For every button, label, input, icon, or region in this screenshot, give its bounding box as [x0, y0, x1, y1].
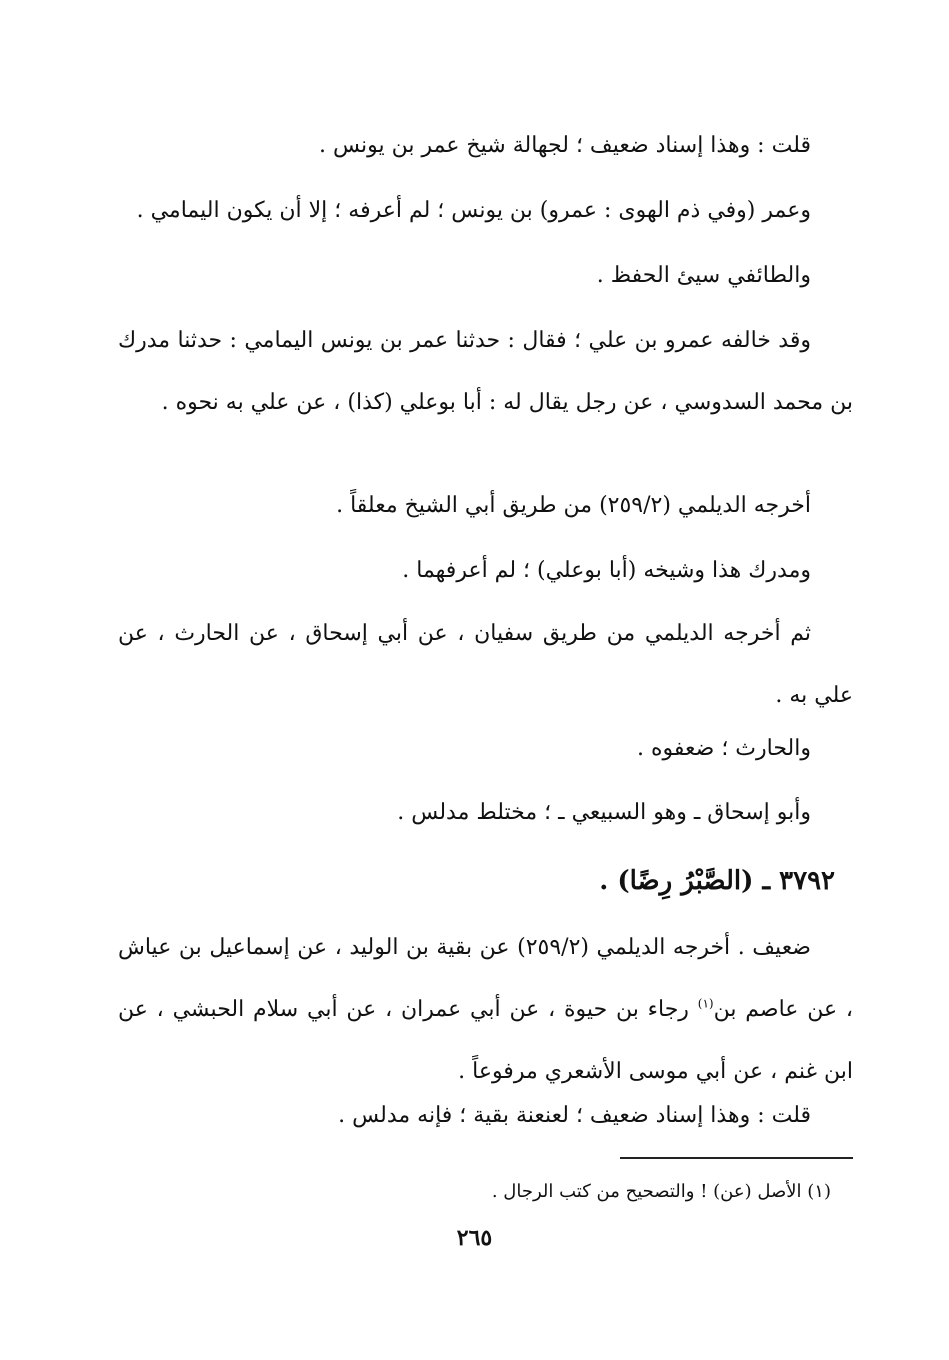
entry-paragraph-1-end: رجاء بن حيوة ، عن أبي عمران ، عن أبي سلام الحبشي ، عن ابن غنم ، عن أبي موسى الأشعري مرفوعاً .	[118, 997, 853, 1084]
paragraph-6: ومدرك هذا وشيخه (أبا بوعلي) ؛ لم أعرفهما .	[402, 558, 811, 583]
paragraph-1: قلت : وهذا إسناد ضعيف ؛ لجهالة شيخ عمر بن يونس .	[318, 133, 811, 158]
footnote: (١) الأصل (عن) ! والتصحيح من كتب الرجال .	[491, 1181, 831, 1202]
paragraph-7: ثم أخرجه الديلمي من طريق سفيان ، عن أبي إسحاق ، عن الحارث ، عن علي به .	[118, 621, 853, 708]
paragraph-5: أخرجه الديلمي (٢٥٩/٢) من طريق أبي الشيخ معلقاً .	[336, 493, 811, 518]
paragraph-4: وقد خالفه عمرو بن علي ؛ فقال : حدثنا عمر بن يونس اليمامي : حدثنا مدرك بن محمد السدوسي ، عن رجل يقال له : أبا بوعلي (كذا) ، عن علي به نحوه .	[118, 328, 853, 415]
paragraph-8: والحارث ؛ ضعفوه .	[637, 736, 811, 761]
paragraph-9: وأبو إسحاق ـ وهو السبيعي ـ ؛ مختلط مدلس .	[397, 800, 811, 825]
entry-paragraph-2: قلت : وهذا إسناد ضعيف ؛ لعنعنة بقية ؛ فإنه مدلس .	[338, 1103, 811, 1128]
page-number: ٢٦٥	[456, 1225, 493, 1251]
footnote-marker: (١)	[697, 996, 714, 1011]
entry-paragraph-1	[118, 917, 853, 1103]
entry-paragraph-1-start: ضعيف . أخرجه الديلمي (٢٥٩/٢) عن بقية بن الوليد ، عن إسماعيل بن عياش ، عن عاصم بن	[118, 935, 854, 1022]
entry-heading: ٣٧٩٢ ـ (الصَّبْرُ رِضًا) .	[599, 866, 835, 896]
paragraph-2: وعمر (وفي ذم الهوى : عمرو) بن يونس ؛ لم أعرفه ؛ إلا أن يكون اليمامي .	[136, 198, 811, 223]
paragraph-3: والطائفي سيئ الحفظ .	[596, 263, 811, 288]
footnote-divider	[620, 1157, 853, 1159]
